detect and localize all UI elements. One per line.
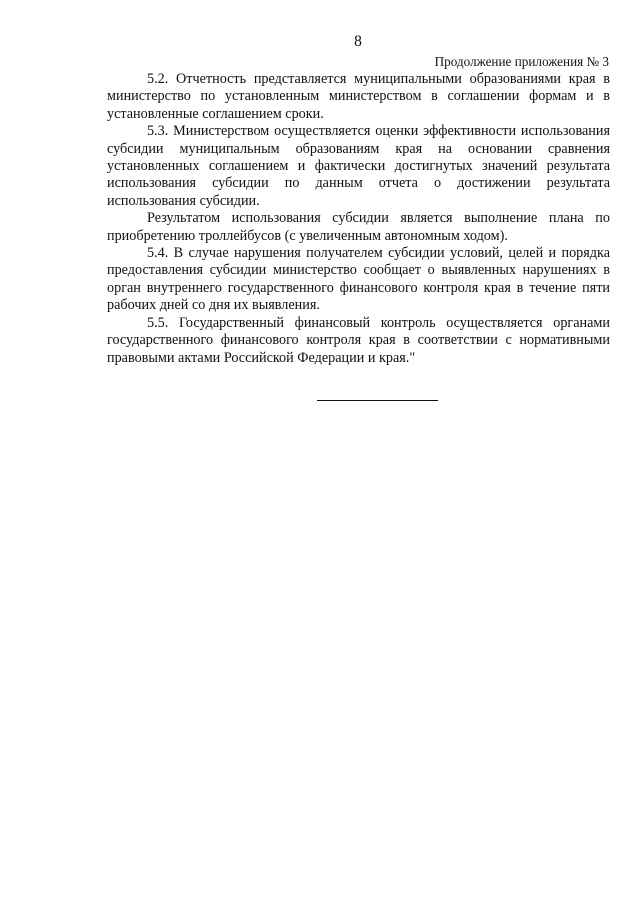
end-divider-line [317, 400, 438, 401]
document-body [107, 71, 610, 367]
paragraph-5-3: 5.3. Министерством осуществляется оценки эффективности использования субсидии муниципальным образованиям края на основании сравнения установленных соглашением и фактически достигнутых значений результата использования субсидии по данным отчета о достижении результата использования субсидии. [107, 123, 610, 209]
appendix-continuation-label: Продолжение приложения № 3 [434, 54, 609, 69]
paragraph-5-2: 5.2. Отчетность представляется муниципальными образованиями края в министерство по установленным министерством в соглашении формам и в установленные соглашением сроки. [107, 71, 610, 122]
paragraph-5-5: 5.5. Государственный финансовый контроль осуществляется органами государственного финансового контроля края в соответствии с нормативными правовыми актами Российской Федерации и края." [107, 314, 610, 366]
paragraph-5-4: 5.4. В случае нарушения получателем субсидии условий, целей и порядка предоставления субсидии министерство сообщает о выявленных нарушениях в орган внутреннего государственного финансового контроля края в течение пяти рабочих дней со дня их выявления. [107, 245, 610, 314]
page-number: 8 [354, 33, 362, 50]
paragraph-result: Результатом использования субсидии является выполнение плана по приобретению троллейбусов (с увеличенным автономным ходом). [107, 210, 610, 244]
